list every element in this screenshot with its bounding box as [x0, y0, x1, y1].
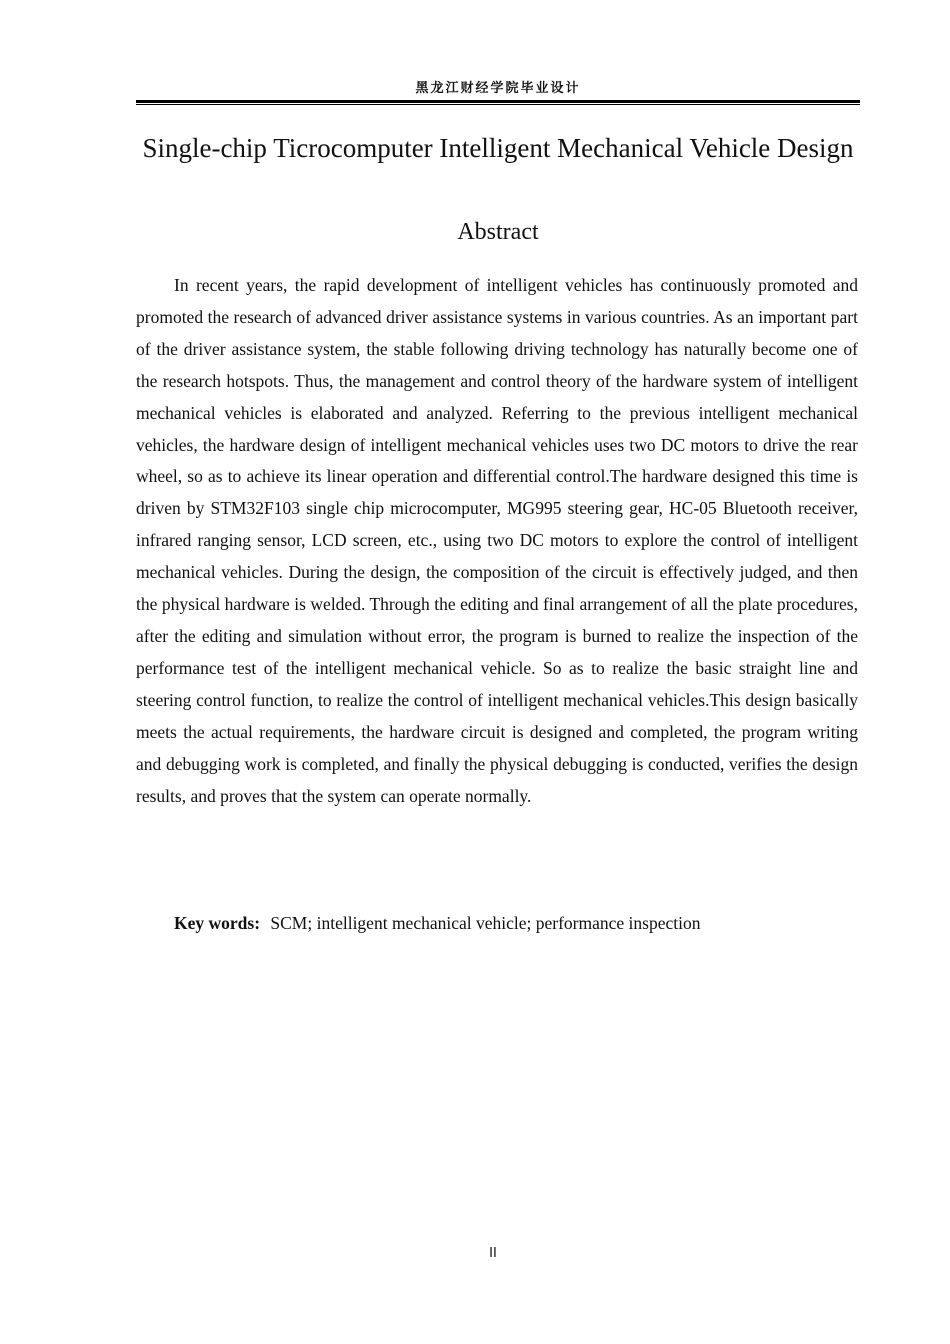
keywords-label: Key words:: [174, 913, 261, 933]
keywords-value: SCM; intelligent mechanical vehicle; performance inspection: [270, 913, 701, 933]
keywords-line: [174, 908, 860, 939]
header-rule-thick: [136, 100, 860, 103]
abstract-paragraph: In recent years, the rapid development of intelligent vehicles has continuously promoted and promoted the research of advanced driver assistance systems in various countries. As an important part of the driver assistance system, the stable following driving technology has naturally become one of the research hotspots. Thus, the management and control theory of the hardware system of intelligent mechanical vehicles is elaborated and analyzed. Referring to the previous intelligent mechanical vehicles, the hardware design of intelligent mechanical vehicles uses two DC motors to drive the rear wheel, so as to achieve its linear operation and differential control.The hardware designed this time is driven by STM32F103 single chip microcomputer, MG995 steering gear, HC-05 Bluetooth receiver, infrared ranging sensor, LCD screen, etc., using two DC motors to explore the control of intelligent mechanical vehicles. During the design, the composition of the circuit is effectively judged, and then the physical hardware is welded. Through the editing and final arrangement of all the plate procedures, after the editing and simulation without error, the program is burned to realize the inspection of the performance test of the intelligent mechanical vehicle. So as to realize the basic straight line and steering control function, to realize the control of intelligent mechanical vehicles.This design basically meets the actual requirements, the hardware circuit is designed and completed, the program writing and debugging work is completed, and finally the physical debugging is conducted, verifies the design results, and proves that the system can operate normally.: [136, 275, 858, 806]
document-title: Single-chip Ticrocomputer Intelligent Mechanical Vehicle Design: [142, 133, 854, 163]
header-rule-thin: [136, 104, 860, 105]
abstract-heading: Abstract: [457, 219, 539, 245]
page-number: II: [489, 1246, 497, 1261]
running-header: 黑龙江财经学院毕业设计: [415, 81, 581, 96]
